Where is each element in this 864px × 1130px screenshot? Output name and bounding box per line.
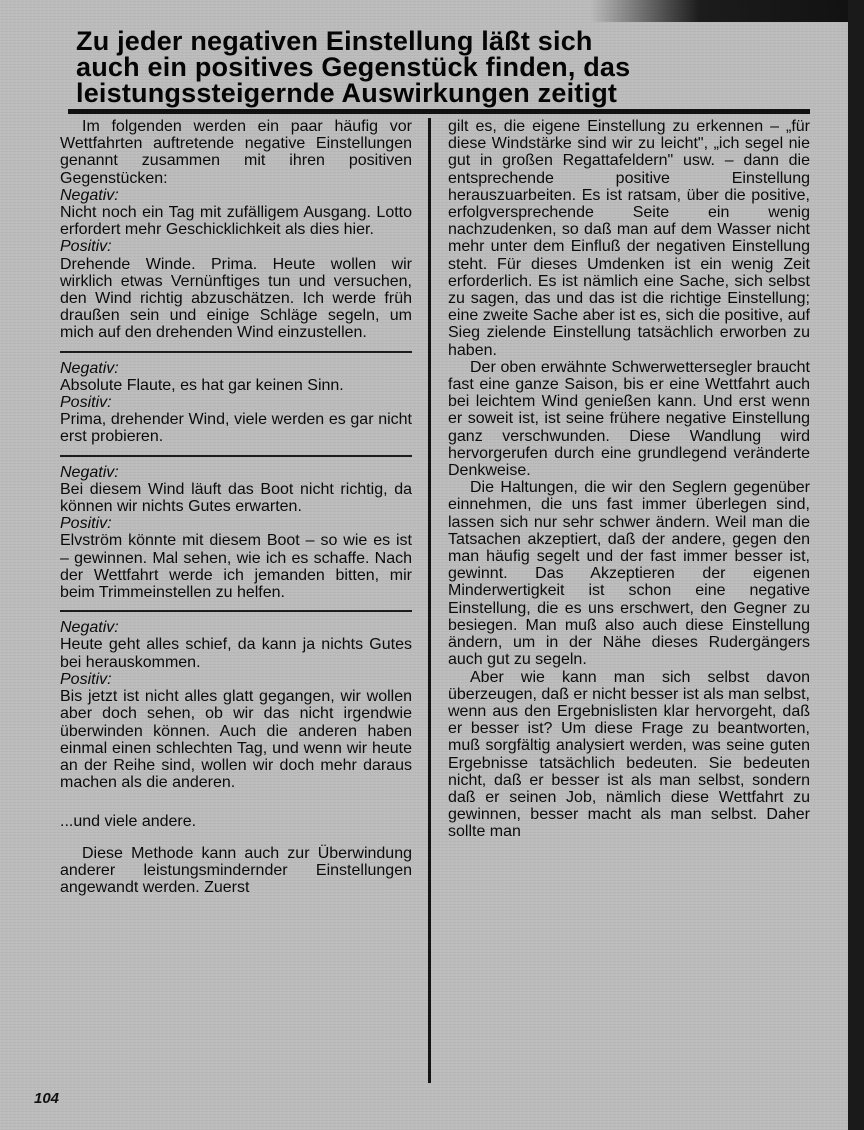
body-paragraph: Aber wie kann man sich selbst davon überzeugen, daß er nicht besser ist als man selbst, wenn aus den Ergebnislisten klar hervorgeht, daß er besser ist? Um diese Frage zu beantworten, muß sorgfältig analysiert werden, was seine guten Ergebnisse tatsächlich bedeuten. Sie bedeuten nicht, daß er besser ist als man selbst, sondern daß er seinen Job, nämlich diese Wettfahrt zu gewinnen, besser macht als man selbst. Daher sollte man [448, 668, 810, 841]
negativ-label: Negativ: [60, 186, 119, 204]
closing-paragraph: Diese Methode kann auch zur Überwindung anderer leistungsmindernder Einstellungen angewandt werden. Zuerst [60, 844, 412, 896]
headline-line: Zu jeder negativen Einstellung läßt sich [76, 26, 593, 56]
positiv-label: Positiv: [60, 670, 112, 688]
positiv-text: Drehende Winde. Prima. Heute wollen wir wirklich etwas Vernünftiges tun und versuchen, den Wind richtig abzuschätzen. Ich werde früh draußen sein und einige Schläge segeln, um mich auf den drehenden Wind einzustellen. [60, 255, 412, 342]
body-paragraph: gilt es, die eigene Einstellung zu erkennen – „für diese Windstärke sind wir zu leicht", „ich segel nie gut in großen Regattafeldern" usw. – dann die entsprechende positive Einstellung herauszuarbeiten. Es ist ratsam, über die positive, erfolgversprechende Seite ein wenig nachzudenken, so daß man auf dem Wasser nicht mehr unter dem Einfluß der negativen Einstellung steht. Für dieses Umdenken ist ein wenig Zeit erforderlich. Es ist nämlich eine Sache, sich selbst zu sagen, das und das ist die richtige Einstellung; eine zweite Sache aber ist es, sich die positive, auf Sieg zielende Einstellung tatsächlich erworben zu haben. [448, 118, 810, 359]
attitude-pair [60, 360, 412, 446]
negativ-text: Nicht noch ein Tag mit zufälligem Ausgang. Lotto erfordert mehr Geschicklichkeit als dies hier. [60, 204, 412, 239]
negativ-text: Heute geht alles schief, da kann ja nichts Gutes bei herauskommen. [60, 636, 412, 671]
positiv-label: Positiv: [60, 394, 112, 412]
positiv-text: Elvström könnte mit diesem Boot – so wie es ist – gewinnen. Mal sehen, wie ich es schaffe. Nach der Wettfahrt werde ich jemanden bitten, mir beim Trimmeinstellen zu helfen. [60, 532, 412, 602]
negativ-label: Negativ: [60, 359, 119, 377]
positiv-label: Positiv: [60, 238, 112, 256]
article-headline [76, 28, 816, 106]
headline-line: leistungssteigernde Auswirkungen zeitigt [76, 78, 618, 108]
negativ-text: Absolute Flaute, es hat gar keinen Sinn. [60, 376, 344, 394]
positiv-label: Positiv: [60, 515, 112, 533]
negativ-text: Bei diesem Wind läuft das Boot nicht richtig, da können wir nichts Gutes erwarten. [60, 480, 412, 516]
positiv-text: Bis jetzt ist nicht alles glatt gegangen, wir wollen aber doch sehen, ob wir das nicht irgendwie überwinden können. Auch die anderen haben einmal einen schlechten Tag, und wenn wir heute an der Reihe sind, wollen wir doch mehr daraus machen als die anderen. [60, 688, 412, 792]
positiv-text: Prima, drehender Wind, viele werden es gar nicht erst probieren. [60, 411, 412, 446]
scan-shadow-top [590, 0, 864, 22]
headline-line: auch ein positives Gegenstück finden, das [76, 52, 631, 82]
attitude-pair [60, 464, 412, 602]
and-more-text: ...und viele andere. [60, 813, 197, 831]
left-column [60, 118, 412, 896]
divider [60, 455, 412, 457]
divider [60, 351, 412, 353]
body-paragraph: Die Haltungen, die wir den Seglern gegenüber einnehmen, die uns fast immer überlegen sind, lassen sich nur sehr schwer ändern. Weil man die Tatsachen akzeptiert, daß der andere, gegen den man häufig segelt und der fast immer besser ist, gewinnt. Das Akzeptieren der eigenen Minderwertigkeit ist schon eine negative Einstellung, die es uns erschwert, den Gegner zu besiegen. Man muß also auch diese Einstellung ändern, um in der Nähe dieses Rudergängers auch gut zu segeln. [448, 479, 810, 669]
negativ-label: Negativ: [60, 463, 119, 481]
intro-paragraph: Im folgenden werden ein paar häufig vor Wettfahrten auftretende negative Einstellungen genannt zusammen mit ihren positiven Gegenstücken: [60, 118, 412, 187]
right-column [448, 118, 810, 841]
scan-shadow-right [848, 0, 864, 1130]
headline-rule [68, 109, 810, 114]
page-number: 104 [34, 1090, 60, 1107]
attitude-pair [60, 619, 412, 791]
body-paragraph: Der oben erwähnte Schwerwettersegler braucht fast eine ganze Saison, bis er eine Wettfahrt auch bei leichtem Wind genießen kann. Und erst wenn er soweit ist, ist seine frühere negative Einstellung ganz verschwunden. Diese Wandlung wird hervorgerufen durch eine grundlegend veränderte Denkweise. [448, 358, 810, 480]
column-rule [428, 118, 431, 1083]
negativ-label: Negativ: [60, 619, 119, 637]
divider [60, 610, 412, 612]
attitude-pair [60, 187, 412, 342]
